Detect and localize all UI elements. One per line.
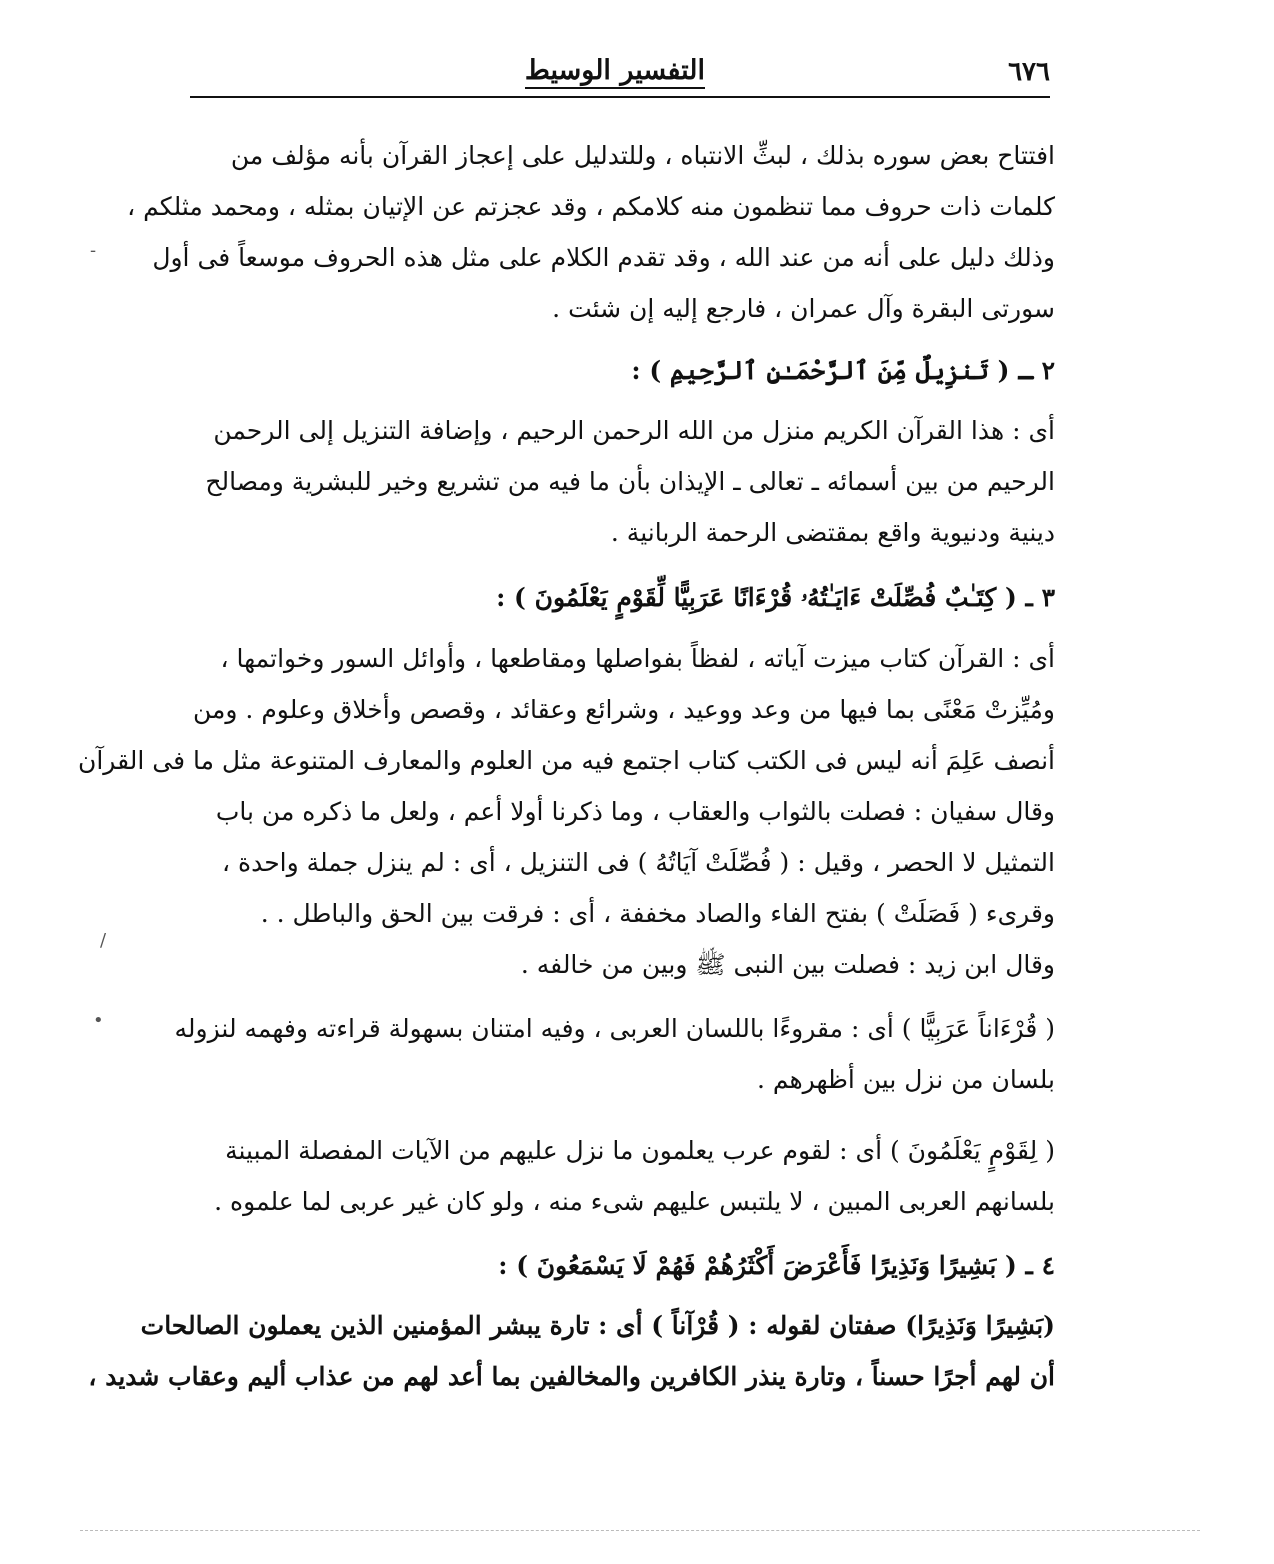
verse-heading-2 <box>205 345 1055 396</box>
verse-heading: ٣ ـ ( كِتَـٰبٌ فُصِّلَتْ ءَايَـٰتُهُۥ قُرْءَانًا عَرَبِيًّا لِّقَوْمٍ يَعْلَمُونَ ) : <box>496 583 1055 612</box>
text-line: أن لهم أجرًا حسناً ، وتارة ينذر الكافرين والمخالفين بما أعد لهم من عذاب أليم وعقاب شديد ، <box>88 1362 1055 1391</box>
text-line: الرحيم من بين أسمائه ـ تعالى ـ الإيذان بأن ما فيه من تشريع وخير للبشرية ومصالح <box>205 467 1055 496</box>
header-rule <box>190 96 1050 98</box>
text-line: وقرىء ( فَصَلَتْ ) بفتح الفاء والصاد مخففة ، أى : فرقت بين الحق والباطل . . <box>260 899 1055 928</box>
text-line: التمثيل لا الحصر ، وقيل : ( فُصِّلَتْ آيَاتُهُ ) فى التنزيل ، أى : لم ينزل جملة واحدة ، <box>221 848 1055 877</box>
text-line: أى : القرآن كتاب ميزت آياته ، لفظاً بفواصلها ومقاطعها ، وأوائل السور وخواتمها ، <box>220 644 1055 673</box>
verse-heading: ٢ ـ ( تَنزِيلٌ مِّنَ ٱلرَّحْمَـٰنِ ٱلرَّحِيمِ ) : <box>631 356 1055 385</box>
text-line: أنصف عَلِمَ أنه ليس فى الكتب كتاب اجتمع فيه من العلوم والمعارف المتنوعة مثل ما فى القرآن <box>77 746 1055 775</box>
paragraph-6 <box>88 1300 1055 1402</box>
margin-mark: / <box>100 930 107 951</box>
text-line: أى : هذا القرآن الكريم منزل من الله الرحمن الرحيم ، وإضافة التنزيل إلى الرحمن <box>213 416 1055 445</box>
verse-heading: ٤ ـ ( بَشِيرًا وَنَذِيرًا فَأَعْرَضَ أَكْثَرُهُمْ فَهُمْ لَا يَسْمَعُونَ ) : <box>498 1251 1055 1280</box>
text-line: افتتاح بعض سوره بذلك ، لبثِّ الانتباه ، وللتدليل على إعجاز القرآن بأنه مؤلف من <box>230 141 1055 170</box>
text-line: بلسان من نزل بين أظهرهم . <box>756 1065 1055 1094</box>
paragraph-5 <box>205 1125 1055 1227</box>
verse-heading-4 <box>205 1240 1055 1291</box>
text-line: سورتى البقرة وآل عمران ، فارجع إليه إن شئت . <box>552 294 1055 323</box>
margin-mark: - <box>90 240 97 261</box>
running-title: التفسير الوسيط <box>525 55 705 89</box>
text-line: (بَشِيرًا وَنَذِيرًا) صفتان لقوله : ( قُرْآناً ) أى : تارة يبشر المؤمنين الذين يعملون الصالحات <box>140 1311 1055 1340</box>
text-line: ومُيِّزتْ مَعْنًى بما فيها من وعد ووعيد ، وشرائع وعقائد ، وقصص وأخلاق وعلوم . ومن <box>192 695 1055 724</box>
scan-edge-line <box>80 1530 1200 1531</box>
text-line: بلسانهم العربى المبين ، لا يلتبس عليهم شىء منه ، ولو كان غير عربى لما علموه . <box>214 1187 1055 1216</box>
paragraph-1 <box>127 130 1055 334</box>
text-line: وذلك دليل على أنه من عند الله ، وقد تقدم الكلام على مثل هذه الحروف موسعاً فى أول <box>152 243 1055 272</box>
paragraph-4 <box>174 1003 1055 1105</box>
text-line: ( لِقَوْمٍ يَعْلَمُونَ ) أى : لقوم عرب يعلمون ما نزل عليهم من الآيات المفصلة المبينة <box>225 1136 1055 1165</box>
page-header <box>190 55 1050 95</box>
verse-heading-3 <box>205 572 1055 623</box>
page-number: ٦٧٦ <box>1008 57 1050 87</box>
text-line: كلمات ذات حروف مما تنظمون منه كلامكم ، وقد عجزتم عن الإتيان بمثله ، ومحمد مثلكم ، <box>127 192 1055 221</box>
paragraph-3 <box>77 633 1055 990</box>
text-line: وقال ابن زيد : فصلت بين النبى ﷺ وبين من خالفه . <box>520 950 1055 979</box>
margin-mark: • <box>93 1010 104 1031</box>
text-line: وقال سفيان : فصلت بالثواب والعقاب ، وما ذكرنا أولا أعم ، ولعل ما ذكره من باب <box>215 797 1055 826</box>
text-line: ( قُرْءَاناً عَرَبِيًّا ) أى : مقروءًا باللسان العربى ، وفيه امتنان بسهولة قراءته وفهمه لنزوله <box>174 1014 1055 1043</box>
text-line: دينية ودنيوية واقع بمقتضى الرحمة الربانية . <box>610 518 1055 547</box>
paragraph-2 <box>205 405 1055 558</box>
